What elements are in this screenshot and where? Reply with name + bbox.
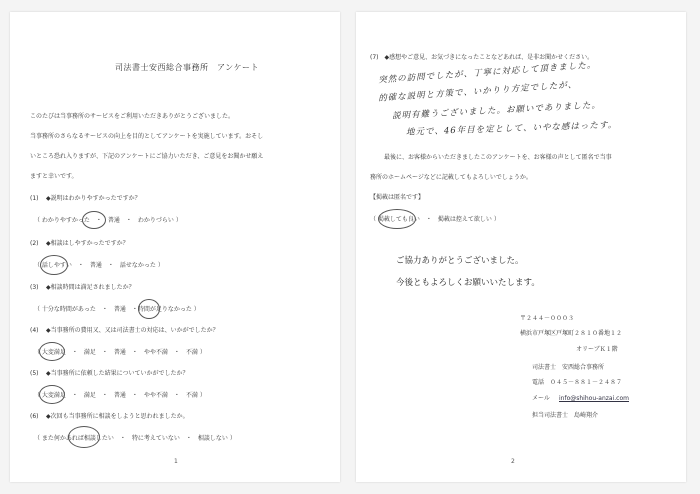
question-text: ◆相談時間は満足されましたか？ — [46, 284, 135, 291]
consent-label: 【掲載は匿名です】 — [370, 194, 425, 201]
phone-number: 電話 ０４５－８８１－２４８７ — [532, 379, 623, 386]
answer-options: （ わかりやすかった ・ 普通 ・ わかりづらい ） — [34, 217, 182, 224]
thanks-line-1: ご協力ありがとうございました。 — [396, 256, 524, 266]
question-text: ◆次回も当事務所に相談をしようと思われましたか。 — [46, 413, 189, 420]
answer-options: （ 話しやすい ・ 普通 ・ 話せなかった ） — [34, 262, 164, 269]
question-number: (3) — [30, 284, 39, 291]
consent-options: （ 掲載しても良い ・ 掲載は控えて欲しい ） — [370, 216, 500, 223]
contact-person: 担当司法書士 島崎翔介 — [532, 412, 599, 419]
question-number: (1) — [30, 195, 39, 202]
address-line-2: オリーブＫ１階 — [576, 346, 618, 353]
answer-options: （ 十分な時間があった ・ 普通 ・時間が足りなかった ） — [34, 306, 200, 313]
question-text: ◆相談はしやすかったですか？ — [46, 240, 129, 247]
handwritten-comment-line-2: 的確な説明と方策で、いかりり方定でしたが、 — [377, 80, 578, 104]
question-text: ◆当事務所に依頼した結果についていかがでしたか？ — [46, 370, 189, 377]
page-2 — [356, 12, 686, 482]
consent-line-2: 務所のホームページなどに記載してもよろしいでしょうか。 — [370, 174, 532, 181]
page-number: 1 — [174, 458, 178, 465]
survey-title: 司法書士安西総合事務所 アンケート — [115, 63, 260, 72]
email-link[interactable]: info@shihou-anzai.com — [559, 395, 629, 402]
postal-code: 〒２４４－０００３ — [520, 315, 575, 322]
question-7-text: (7) ◆感想やご意見、お気づきになったことなどあれば、是非お聞かせください。 — [370, 54, 594, 61]
question-text: ◆説明はわかりやすかったですか？ — [46, 195, 141, 202]
handwritten-comment-line-1: 突然の訪問でしたが、丁寧に対応して頂きました。 — [377, 60, 597, 86]
intro-line-3: いところ恐れ入りますが、下記のアンケートにご協力いただき、ご意見をお聞かせ願え — [30, 153, 264, 160]
answer-circle-mark — [378, 209, 416, 229]
page-number: 2 — [511, 458, 515, 465]
question-text: ◆当事務所の費用又、又は司法書士の対応は、いかがでしたか？ — [46, 327, 219, 334]
answer-circle-mark — [82, 211, 106, 229]
question-number: (2) — [30, 240, 39, 247]
intro-line-4: ますと幸いです。 — [30, 173, 78, 180]
question-number: (5) — [30, 370, 39, 377]
answer-circle-mark — [68, 426, 100, 448]
answer-options: （ 大変満足 ・ 満足 ・ 普通 ・ やや不満 ・ 不満 ） — [34, 392, 206, 399]
answer-circle-mark — [39, 342, 65, 361]
intro-line-2: 当事務所のさらなるサービスの向上を目的としてアンケートを実施しています。おそし — [30, 133, 264, 140]
handwritten-comment-line-4: 地元で、46年目を定として、いやな感はったす。 — [405, 120, 618, 138]
intro-line-1: このたびは当事務所のサービスをご利用いただきありがとうございました。 — [30, 113, 235, 120]
answer-circle-mark — [138, 299, 160, 319]
consent-line-1: 最後に、お客様からいただきましたこのアンケートを、お客様の声として匿名で当事 — [384, 154, 612, 161]
answer-circle-mark — [40, 255, 68, 275]
answer-options: （ 大変満足 ・ 満足 ・ 普通 ・ やや不満 ・ 不満 ） — [34, 349, 206, 356]
office-name: 司法書士 安西総合事務所 — [532, 364, 605, 371]
address-line-1: 横浜市戸塚区戸塚町２８１０番地１２ — [520, 330, 623, 337]
answer-options: （ また何かあれば相談したい ・ 特に考えていない ・ 相談しない ） — [34, 435, 236, 442]
thanks-line-2: 今後ともよろしくお願いいたします。 — [396, 278, 540, 288]
mail-label: メール — [532, 395, 550, 402]
question-number: (6) — [30, 413, 39, 420]
page-1 — [10, 12, 340, 482]
answer-circle-mark — [39, 385, 65, 404]
handwritten-comment-line-3: 説明有難うございました。お願いでありました。 — [391, 100, 602, 122]
question-number: (4) — [30, 327, 39, 334]
